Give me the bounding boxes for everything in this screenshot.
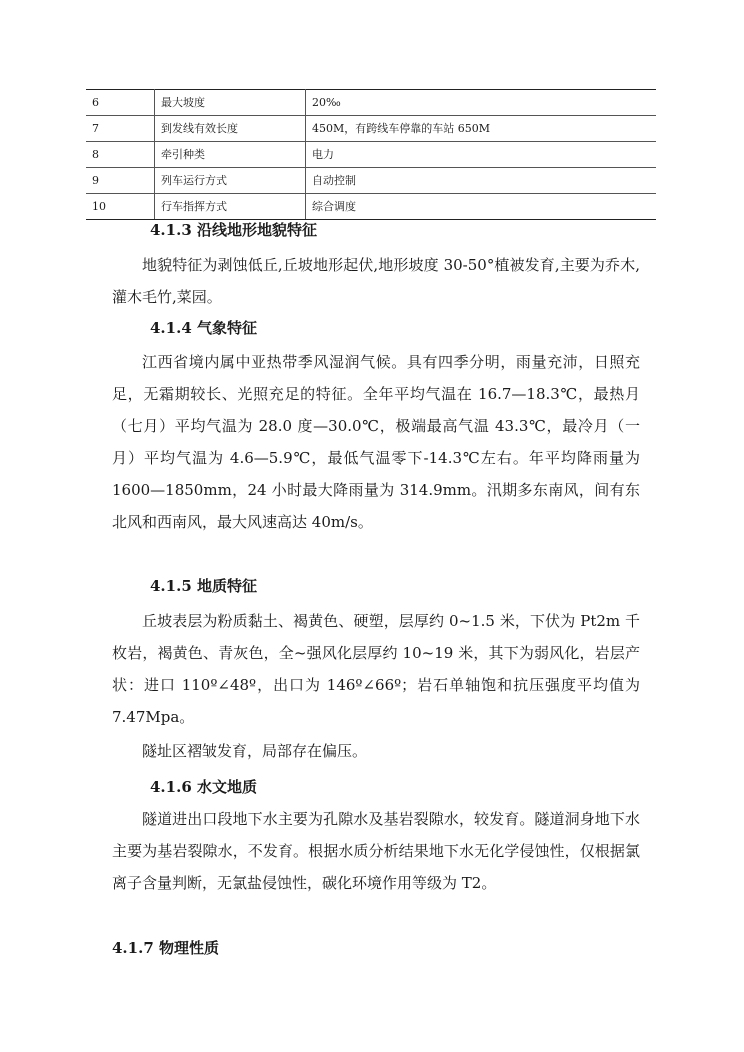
table-cell-name: 行车指挥方式 <box>155 194 306 220</box>
table-cell-no: 7 <box>86 116 155 142</box>
table-cell-value: 自动控制 <box>306 168 657 194</box>
heading-4-1-7: 4.1.7 物理性质 <box>112 939 219 957</box>
paragraph-climate: 江西省境内属中亚热带季风湿润气候。具有四季分明，雨量充沛，日照充足，无霜期较长、光照充足的特征。全年平均气温在 16.7—18.3℃，最热月（七月）平均气温为 28.0 度—30.0℃，极端最高气温 43.3℃，最冷月（一月）平均气温为 4.6—5.9℃，最低气温零下-14.3℃左右。年平均降雨量为 1600—1850mm，24 小时最大降雨量为 314.9mm。汛期多东南风，间有东北风和西南风，最大风速高达 40m/s。 <box>112 353 640 531</box>
table-row <box>86 116 656 142</box>
heading-4-1-5: 4.1.5 地质特征 <box>150 577 257 595</box>
table-cell-name: 到发线有效长度 <box>155 116 306 142</box>
heading-4-1-6: 4.1.6 水文地质 <box>150 778 257 796</box>
table-cell-value: 电力 <box>306 142 657 168</box>
heading-4-1-4: 4.1.4 气象特征 <box>150 319 257 337</box>
table-row <box>86 90 656 116</box>
table-cell-value: 20‰ <box>306 90 657 116</box>
table-cell-no: 6 <box>86 90 155 116</box>
table-cell-name: 最大坡度 <box>155 90 306 116</box>
spec-table <box>86 89 656 220</box>
paragraph-terrain: 地貌特征为剥蚀低丘,丘坡地形起伏,地形坡度 30-50°植被发育,主要为乔木,灌木毛竹,菜园。 <box>112 256 640 306</box>
table-row <box>86 142 656 168</box>
table-cell-no: 10 <box>86 194 155 220</box>
table-cell-no: 8 <box>86 142 155 168</box>
paragraph-hydrogeology: 隧道进出口段地下水主要为孔隙水及基岩裂隙水，较发育。隧道洞身地下水主要为基岩裂隙水，不发育。根据水质分析结果地下水无化学侵蚀性，仅根据氯离子含量判断，无氯盐侵蚀性，碳化环境作用等级为 T2。 <box>112 810 640 892</box>
table-cell-no: 9 <box>86 168 155 194</box>
table-row <box>86 194 656 220</box>
table-cell-name: 列车运行方式 <box>155 168 306 194</box>
table-cell-value: 综合调度 <box>306 194 657 220</box>
heading-4-1-3: 4.1.3 沿线地形地貌特征 <box>150 221 317 239</box>
table-row <box>86 168 656 194</box>
table-cell-value: 450M，有跨线车停靠的车站 650M <box>306 116 657 142</box>
table-cell-name: 牵引种类 <box>155 142 306 168</box>
paragraph-geology: 丘坡表层为粉质黏土、褐黄色、硬塑，层厚约 0~1.5 米，下伏为 Pt2m 千枚岩，褐黄色、青灰色，全~强风化层厚约 10~19 米，其下为弱风化，岩层产状：进口 110º∠48º，出口为 146º∠66º；岩石单轴饱和抗压强度平均值为 7.47Mpa。 <box>112 612 640 726</box>
paragraph-folds: 隧址区褶皱发育，局部存在偏压。 <box>142 742 368 760</box>
